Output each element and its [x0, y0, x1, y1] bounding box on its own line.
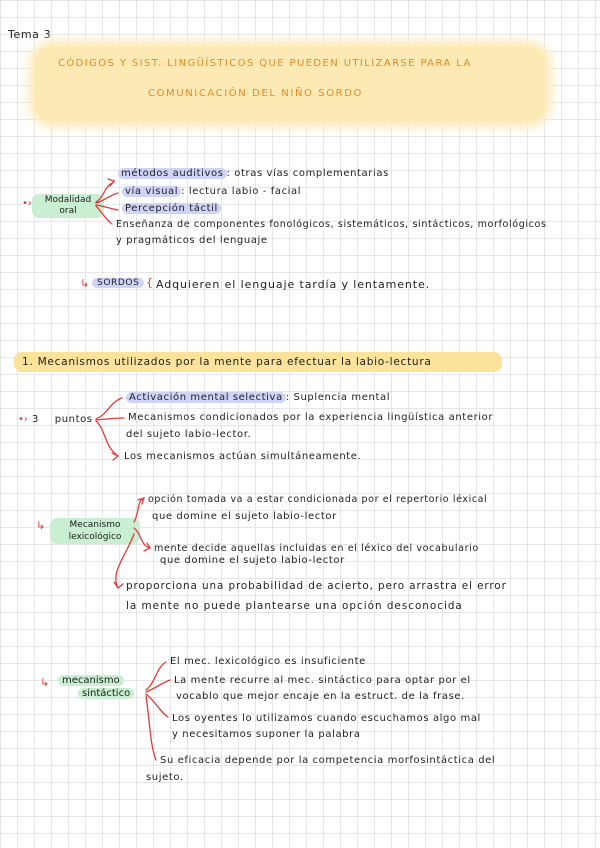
lexicologico-item-2b: que domine el sujeto labio-lector	[160, 555, 345, 566]
sordos-brace-icon: {	[146, 276, 153, 289]
lexicologico-item-3: proporciona una probabilidad de acierto, pero arrastra el error	[126, 580, 507, 592]
sordos-label: SORDOS	[92, 278, 144, 288]
sintactico-arrow-icon: ↳	[40, 676, 50, 689]
title-line2: COMUNICACIÓN DEL NIÑO SORDO	[148, 88, 364, 99]
lexicologico-item-1b: que domine el sujeto labio-lector	[152, 511, 337, 522]
topic-label: Tema 3	[8, 28, 52, 41]
modalidad-item-4: Enseñanza de componentes fonológicos, sistemáticos, sintácticos, morfológicos	[116, 219, 547, 230]
sordos-text: Adquieren el lenguaje tardía y lentamente.	[156, 278, 431, 291]
section1-item-1: Activación mental selectiva : Suplencia mental	[126, 392, 390, 403]
modalidad-label: Modalidad oral	[32, 194, 104, 218]
sintactico-item-1: El mec. lexicológico es insuficiente	[170, 656, 366, 667]
modalidad-item-2: vía visual : lectura labio - facial	[122, 186, 301, 197]
section1-item-2b: del sujeto labio-lector.	[126, 429, 252, 440]
sordos-arrow-icon: ↳	[80, 277, 90, 290]
sintactico-item-2: La mente recurre al mec. sintáctico para optar por el	[174, 675, 471, 686]
sintactico-item-4: Su eficacia depende por la competencia morfosintáctica del	[160, 755, 496, 766]
puntos-bullet-icon: •›	[18, 414, 28, 425]
modalidad-item-1: métodos auditivos : otras vías complementarias	[118, 168, 389, 179]
sintactico-label: mecanismo sintáctico	[58, 674, 144, 700]
sintactico-item-3: Los oyentes lo utilizamos cuando escuchamos algo mal	[172, 713, 481, 724]
arrow-bullet-icon: •›	[22, 198, 32, 209]
section1-item-3: Los mecanismos actúan simultáneamente.	[124, 451, 362, 462]
sintactico-item-4b: sujeto.	[146, 772, 184, 783]
lexicologico-item-2: mente decide aquellas incluidas en el léxico del vocabulario	[154, 543, 479, 554]
section1-item-2: Mecanismos condicionados por la experiencia lingüística anterior	[128, 412, 494, 423]
lexicologico-label: Mecanismo lexicológico	[50, 518, 140, 544]
title-line1: CÓDIGOS Y SIST. LINGÜÍSTICOS QUE PUEDEN UTILIZARSE PARA LA	[58, 58, 472, 69]
lexicologico-item-1: opción tomada va a estar condicionada por el repertorio léxical	[148, 494, 488, 505]
sintactico-item-3b: y necesitamos suponer la palabra	[172, 729, 361, 740]
lexicologico-arrow-icon: ↳	[36, 519, 46, 532]
puntos-label: 3 puntos	[32, 414, 93, 425]
sintactico-item-2b: vocablo que mejor encaje en la estruct. de la frase.	[176, 691, 465, 702]
section1-heading: 1. Mecanismos utilizados por la mente para efectuar la labio-lectura	[22, 356, 432, 368]
modalidad-item-5: y pragmáticos del lenguaje	[116, 235, 268, 246]
lexicologico-item-3b: la mente no puede plantearse una opción desconocida	[126, 600, 463, 612]
modalidad-item-3: Percepción táctil	[122, 203, 221, 214]
